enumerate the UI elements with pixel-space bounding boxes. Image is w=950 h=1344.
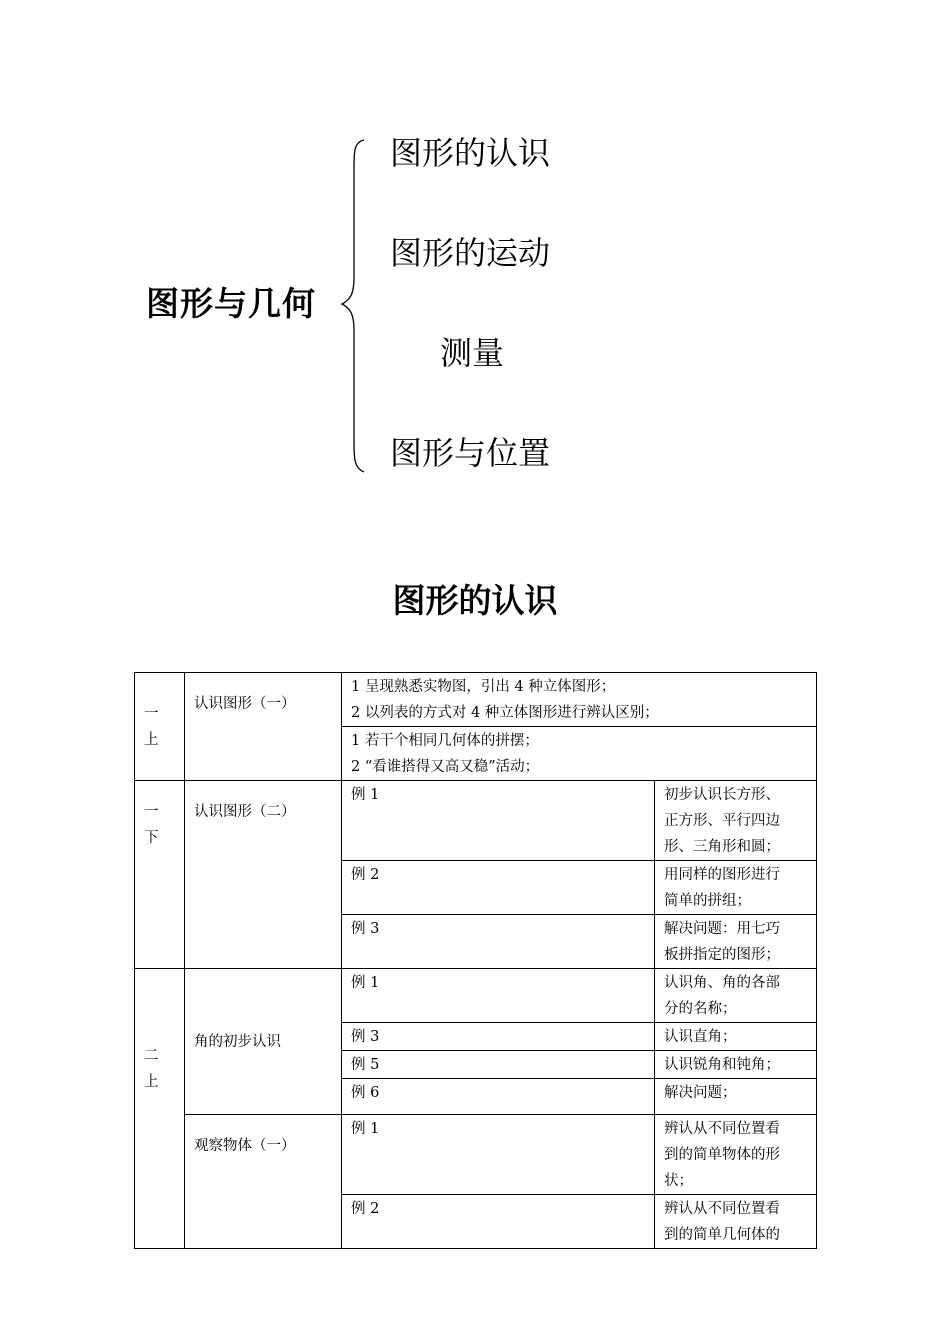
description-cell: 初步认识长方形、 正方形、平行四边 形、三角形和圆； bbox=[655, 781, 817, 861]
description-cell: 解决问题：用七巧 板拼指定的图形； bbox=[655, 915, 817, 969]
content-cell: 1 若干个相同几何体的拼摆； 2 “看谁搭得又高又稳”活动； bbox=[342, 727, 817, 781]
example-cell: 例 2 bbox=[342, 1195, 655, 1249]
description-cell: 解决问题； bbox=[655, 1079, 817, 1115]
example-cell: 例 2 bbox=[342, 861, 655, 915]
example-cell: 例 1 bbox=[342, 969, 655, 1023]
description-cell: 认识直角； bbox=[655, 1023, 817, 1051]
unit-cell: 观察物体（一） bbox=[185, 1115, 342, 1249]
description-cell: 认识锐角和钝角； bbox=[655, 1051, 817, 1079]
table-row bbox=[135, 673, 817, 727]
description-cell: 用同样的图形进行 简单的拼组； bbox=[655, 861, 817, 915]
curriculum-table bbox=[134, 672, 817, 1249]
description-cell: 认识角、角的各部 分的名称； bbox=[655, 969, 817, 1023]
mindmap-root: 图形与几何 bbox=[146, 284, 316, 323]
example-cell: 例 3 bbox=[342, 1023, 655, 1051]
branch-shape-recognition: 图形的认识 bbox=[390, 134, 551, 172]
example-cell: 例 1 bbox=[342, 1115, 655, 1195]
unit-cell: 认识图形（二） bbox=[185, 781, 342, 969]
description-cell: 辨认从不同位置看 到的简单物体的形 状； bbox=[655, 1115, 817, 1195]
branch-shape-motion: 图形的运动 bbox=[390, 234, 551, 272]
table-row bbox=[135, 1115, 817, 1195]
description-cell: 辨认从不同位置看 到的简单几何体的 bbox=[655, 1195, 817, 1249]
section-title: 图形的认识 bbox=[392, 581, 558, 620]
content-cell: 1 呈现熟悉实物图，引出 4 种立体图形； 2 以列表的方式对 4 种立体图形进行辨认区别； bbox=[342, 673, 817, 727]
curly-brace-icon bbox=[336, 138, 366, 474]
unit-cell: 角的初步认识 bbox=[185, 969, 342, 1115]
table-row bbox=[135, 969, 817, 1023]
grade-cell: 一 下 bbox=[135, 781, 185, 969]
example-cell: 例 6 bbox=[342, 1079, 655, 1115]
example-cell: 例 3 bbox=[342, 915, 655, 969]
branch-shape-position: 图形与位置 bbox=[390, 434, 551, 472]
example-cell: 例 1 bbox=[342, 781, 655, 861]
unit-cell: 认识图形（一） bbox=[185, 673, 342, 781]
branch-measurement: 测量 bbox=[440, 334, 505, 372]
table-row bbox=[135, 781, 817, 861]
example-cell: 例 5 bbox=[342, 1051, 655, 1079]
grade-cell: 一 上 bbox=[135, 673, 185, 781]
grade-cell: 二 上 bbox=[135, 969, 185, 1249]
